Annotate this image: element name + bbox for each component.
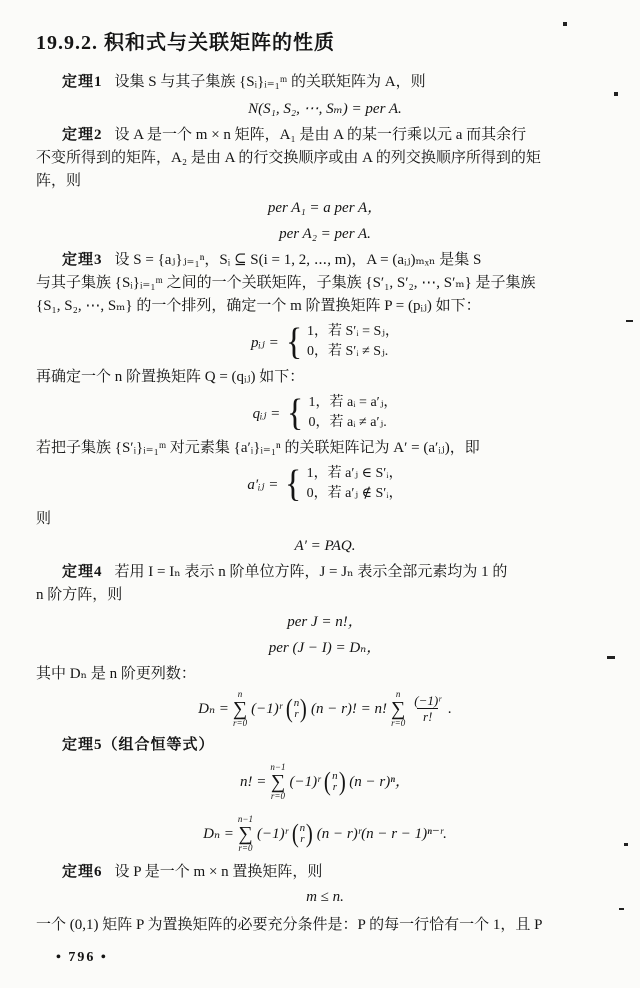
theorem-label: 定理5（组合恒等式）	[62, 737, 215, 753]
text-line: 则	[36, 511, 52, 527]
text-line: 其中 Dₙ 是 n 阶更列数：	[36, 666, 196, 682]
formula-text: m ≤ n.	[306, 889, 344, 905]
cases-row: 1，若 aᵢ = a′ⱼ，	[308, 395, 398, 410]
formula-text: (n − r)ⁿ，	[349, 774, 410, 790]
section-heading: 19.9.2. 积和式与关联矩阵的性质	[36, 32, 335, 54]
scan-speck	[607, 656, 615, 659]
formula-text: (n − r)! = n!	[310, 701, 388, 717]
formula-text: per (J − I) = Dₙ，	[268, 640, 382, 656]
summation-symbol: n−1 ∑ r=0	[237, 814, 253, 853]
cases-rows	[309, 393, 398, 433]
text-line: n 阶方阵，则	[36, 587, 123, 603]
theorem-label: 定理3	[62, 252, 103, 268]
theorem-line: 定理2 设 A 是一个 m × n 矩阵，A₁ 是由 A 的某一行乘以元 a 而其余行	[62, 127, 527, 143]
cases-rows	[307, 464, 403, 504]
theorem-label: 定理2	[62, 127, 103, 143]
formula-text: .	[448, 701, 452, 717]
scan-speck	[624, 843, 628, 846]
scan-speck	[614, 92, 618, 96]
page-body	[36, 71, 614, 937]
text-line: 若把子集族 {S′ᵢ}ᵢ₌₁ᵐ 对元素集 {a′ᵢ}ᵢ₌₁ⁿ 的关联矩阵记为 A′ = (a′ᵢⱼ)，即	[36, 440, 480, 456]
display-formula	[36, 98, 614, 120]
formula-text: n! =	[240, 774, 267, 790]
display-formula	[36, 886, 614, 908]
formula-text: per A₂ = per A.	[279, 226, 371, 242]
display-formula	[36, 535, 614, 557]
cases-row: 1，若 a′ⱼ ∈ S′ᵢ，	[306, 466, 403, 481]
theorem-line	[36, 734, 614, 757]
theorem-label: 定理4	[62, 564, 103, 580]
cases-formula	[36, 464, 614, 504]
formula-text: N(S₁, S₂, ⋯, Sₘ) = per A.	[248, 101, 402, 117]
theorem-label: 定理6	[62, 864, 103, 880]
page-number: • 796 •	[56, 950, 108, 965]
theorem-line: 定理4 若用 I = Iₙ 表示 n 阶单位方阵，J = Jₙ 表示全部元素均为 1 的	[62, 564, 508, 580]
formula-text: (−1)ʳ	[289, 774, 321, 790]
theorem-line: 定理1 设集 S 与其子集族 {Sᵢ}ᵢ₌₁ᵐ 的关联矩阵为 A，则	[62, 74, 426, 90]
cases-formula	[36, 393, 614, 433]
binomial-coefficient: ( n r )	[324, 767, 346, 796]
brace-symbol: {	[287, 392, 304, 434]
display-formula	[36, 223, 614, 245]
formula-text: Dₙ =	[203, 826, 234, 842]
formula-text: pᵢⱼ =	[251, 334, 279, 351]
formula-text: per J = n!，	[287, 614, 363, 630]
formula-text: a′ᵢⱼ =	[247, 476, 279, 493]
display-formula	[36, 637, 614, 659]
display-formula	[36, 690, 614, 728]
theorem-label: 定理1	[62, 74, 103, 90]
fraction: $\frac{\text{(−1)ʳ}}{r!}$	[414, 693, 442, 724]
display-formula	[36, 611, 614, 633]
scan-speck	[619, 908, 624, 910]
text-line: 再确定一个 n 阶置换矩阵 Q = (qᵢⱼ) 如下：	[36, 369, 305, 385]
formula-text: qᵢⱼ =	[252, 405, 281, 422]
cases-row: 0，若 aᵢ ≠ a′ⱼ.	[308, 415, 387, 430]
display-formula	[36, 197, 614, 219]
formula-text: A′ = PAQ.	[294, 538, 356, 554]
cases-row: 1，若 S′ᵢ = Sⱼ，	[306, 324, 399, 339]
text-line: 一个 (0,1) 矩阵 P 为置换矩阵的必要充分条件是：P 的每一行恰有一个 1，且 P	[36, 917, 543, 933]
brace-symbol: {	[285, 321, 303, 363]
summation-symbol: n−1 ∑ r=0	[270, 762, 286, 801]
display-formula	[36, 763, 614, 801]
scan-speck	[626, 320, 633, 322]
cases-rows	[307, 322, 399, 362]
text-line: 与其子集族 {Sᵢ}ᵢ₌₁ᵐ 之间的一个关联矩阵，子集族 {S′₁, S′₂, ⋯, S′ₘ} 是子集族	[36, 275, 536, 291]
binomial-coefficient: ( n r )	[291, 819, 313, 848]
cases-row: 0，若 a′ⱼ ∉ S′ᵢ，	[306, 486, 403, 501]
cases-formula	[36, 322, 614, 362]
summation-symbol: n ∑ r=0	[391, 689, 406, 728]
display-formula	[36, 815, 614, 853]
summation-symbol: n ∑ r=0	[232, 689, 248, 728]
text-line: 阵，则	[36, 173, 82, 189]
binomial-coefficient: ( n r )	[285, 694, 308, 723]
formula-text: per A₁ = a per A，	[267, 200, 383, 216]
brace-symbol: {	[285, 463, 302, 505]
text-line: {S₁, S₂, ⋯, Sₘ} 的一个排列，确定一个 m 阶置换矩阵 P = (pᵢⱼ) 如下：	[36, 298, 481, 314]
theorem-line: 定理3 设 S = {aⱼ}ⱼ₌₁ⁿ，Sᵢ ⊆ S(i = 1, 2, ⋯, m)，A = (aᵢⱼ)ₘₓₙ 是集 S	[62, 252, 482, 268]
theorem-line: 定理6 设 P 是一个 m × n 置换矩阵，则	[62, 864, 323, 880]
formula-text: (−1)ʳ	[251, 701, 283, 717]
scan-speck	[563, 22, 567, 26]
text-line: 不变所得到的矩阵，A₂ 是由 A 的行交换顺序或由 A 的列交换顺序所得到的矩	[36, 150, 541, 166]
formula-text: (−1)ʳ	[257, 826, 288, 842]
formula-text: (n − r)ʳ(n − r − 1)ⁿ⁻ʳ.	[316, 826, 447, 842]
formula-text: Dₙ =	[198, 701, 229, 717]
cases-row: 0，若 S′ᵢ ≠ Sⱼ.	[306, 344, 389, 359]
